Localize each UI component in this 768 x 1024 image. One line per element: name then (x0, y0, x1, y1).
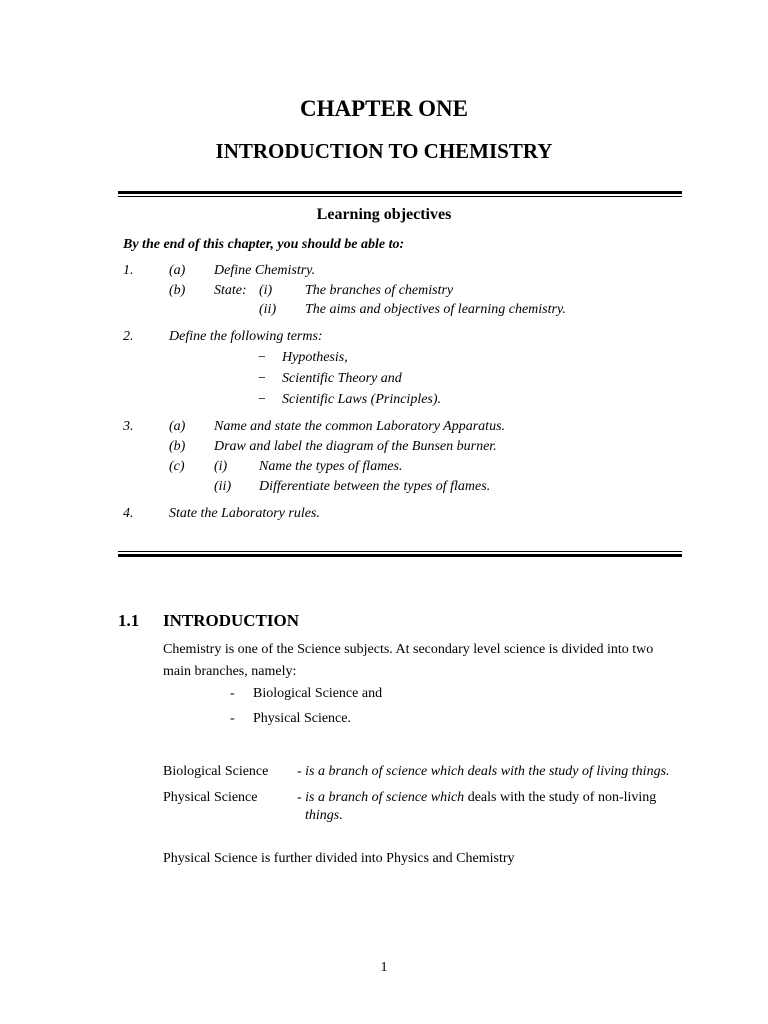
intro-paragraph-line: main branches, namely: (163, 664, 297, 679)
sub-label: (c) (169, 459, 185, 474)
term: Scientific Laws (Principles). (282, 392, 442, 407)
sub-sub-label: (ii) (214, 479, 232, 494)
item-number: 1. (123, 263, 134, 278)
section-number: 1.1 (118, 611, 140, 630)
dash-bullet: - (230, 686, 235, 701)
term: Scientific Theory and (282, 371, 402, 386)
definition-text-italic: - is a branch of science which (297, 790, 465, 805)
sub-label: (a) (169, 419, 186, 434)
dash-bullet: − (258, 371, 266, 386)
item-number: 3. (123, 419, 134, 434)
sub-label: (b) (169, 283, 186, 298)
sub-text: State: (214, 283, 247, 298)
definition-text: - is a branch of science which deals with the study of living things. (297, 764, 670, 779)
sub-sub-text: Name the types of flames. (259, 459, 403, 474)
page-number: 1 (380, 960, 388, 975)
chapter-subtitle: INTRODUCTION TO CHEMISTRY (215, 139, 553, 163)
item-number: 4. (123, 506, 134, 521)
sub-label: (a) (169, 263, 186, 278)
item-text: State the Laboratory rules. (169, 506, 320, 521)
sub-sub-text: Differentiate between the types of flames. (259, 479, 491, 494)
dash-bullet: − (258, 350, 266, 365)
item-text: Define the following terms: (169, 329, 323, 344)
intro-paragraph-line: Chemistry is one of the Science subjects. At secondary level science is divided into two (163, 642, 654, 657)
definition-text-plain: deals with the study of non-living (464, 790, 657, 805)
dash-bullet: - (230, 711, 235, 726)
sub-sub-text: The branches of chemistry (305, 283, 454, 298)
definition-text (297, 790, 656, 806)
definition-term: Biological Science (163, 764, 269, 779)
item-number: 2. (123, 329, 134, 344)
definition-term: Physical Science (163, 790, 258, 805)
sub-sub-text: The aims and objectives of learning chemistry. (305, 302, 566, 317)
closing-paragraph: Physical Science is further divided into Physics and Chemistry (163, 851, 515, 866)
definition-text-continued: things. (305, 808, 343, 823)
sub-text: Define Chemistry. (214, 263, 316, 278)
term: Hypothesis, (282, 350, 348, 365)
sub-sub-label: (ii) (259, 302, 277, 317)
sub-sub-label: (i) (259, 283, 273, 298)
section-title: INTRODUCTION (163, 611, 300, 630)
list-item: Physical Science. (253, 711, 351, 726)
dash-bullet: − (258, 392, 266, 407)
sub-label: (b) (169, 439, 186, 454)
sub-text: Name and state the common Laboratory Apparatus. (214, 419, 506, 434)
sub-sub-label: (i) (214, 459, 228, 474)
top-rule (118, 191, 682, 197)
list-item: Biological Science and (253, 686, 383, 701)
bottom-rule (118, 551, 682, 557)
sub-text: Draw and label the diagram of the Bunsen burner. (214, 439, 497, 454)
objectives-intro: By the end of this chapter, you should be able to: (123, 237, 405, 252)
chapter-title: CHAPTER ONE (299, 96, 469, 121)
objectives-heading: Learning objectives (316, 206, 452, 223)
